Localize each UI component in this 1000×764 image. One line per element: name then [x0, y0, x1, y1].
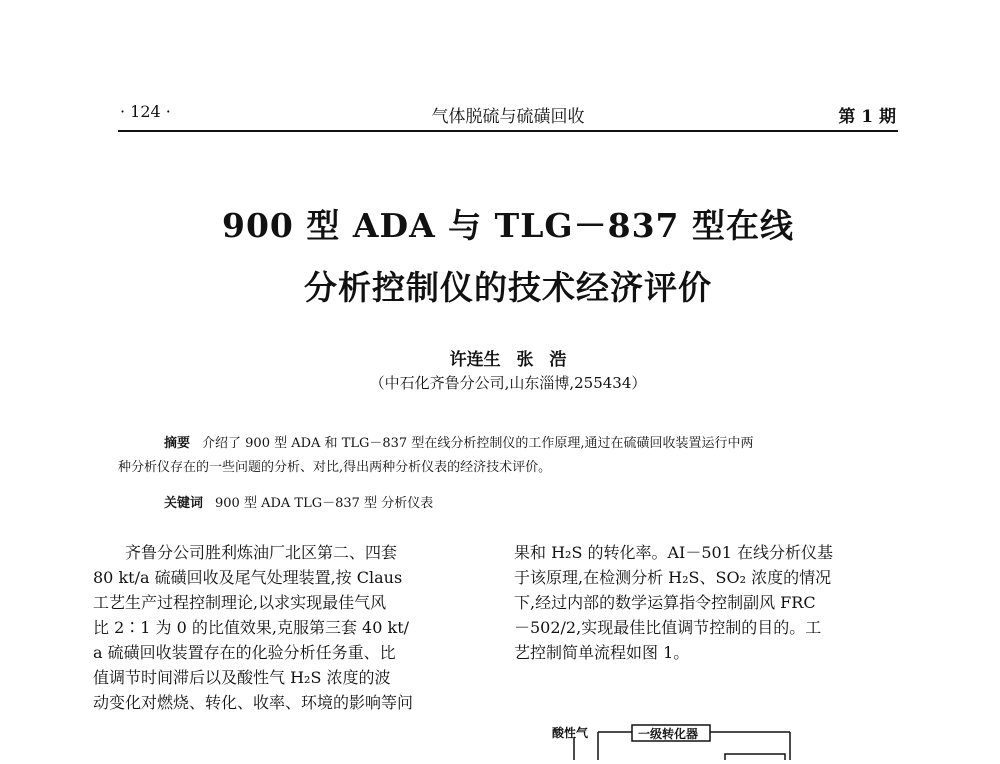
body-line: 值调节时间滞后以及酸性气 H₂S 浓度的波: [93, 668, 391, 687]
affiliation: （中石化齐鲁分公司,山东淄博,255434）: [369, 374, 647, 392]
body-line: 工艺生产过程控制理论,以求实现最佳气风: [93, 593, 387, 612]
article-title-line2: 分析控制仪的技术经济评价: [304, 268, 712, 307]
body-left-column: [93, 540, 483, 715]
lower-box: [725, 754, 785, 760]
body-line: －502/2,实现最佳比值调节控制的目的。工: [514, 618, 822, 637]
issue-number: 第 1 期: [838, 107, 896, 127]
body-line: 80 kt/a 硫磺回收及尾气处理装置,按 Claus: [93, 568, 403, 587]
abstract-line1: [118, 432, 888, 456]
abstract-text1: 介绍了 900 型 ADA 和 TLG－837 型在线分析控制仪的工作原理,通过在硫磺回收装置运行中两: [202, 436, 754, 451]
journal-title: 气体脱硫与硫磺回收: [431, 107, 585, 127]
running-header: [118, 100, 898, 132]
page-number: · 124 ·: [120, 102, 171, 121]
authors: 许连生 张 浩: [449, 350, 567, 370]
abstract: [118, 432, 888, 480]
abstract-label: 摘要: [164, 436, 191, 451]
keywords-label: 关键词: [164, 496, 204, 511]
acid-gas-label: 酸性气: [552, 726, 589, 740]
body-line: 比 2∶1 为 0 的比值效果,克服第三套 40 kt/: [93, 618, 410, 637]
body-line: a 硫磺回收装置存在的化验分析任务重、比: [93, 643, 396, 662]
body-line: 齐鲁分公司胜利炼油厂北区第二、四套: [125, 543, 398, 562]
keywords-text: 900 型 ADA TLG－837 型 分析仪表: [215, 496, 434, 511]
keywords: [164, 492, 433, 511]
process-flow-figure: [550, 724, 810, 760]
converter-label: 一级转化器: [638, 727, 699, 741]
body-line: 动变化对燃烧、转化、收率、环境的影响等问: [93, 693, 414, 712]
body-right-column: [514, 540, 902, 665]
body-line: 下,经过内部的数学运算指令控制副风 FRC: [514, 593, 816, 612]
article-title-line1: 900 型 ADA 与 TLG－837 型在线: [222, 206, 794, 245]
body-line: 果和 H₂S 的转化率。AI－501 在线分析仪基: [514, 543, 834, 562]
body-line: 艺控制简单流程如图 1。: [514, 643, 690, 662]
body-line: 于该原理,在检测分析 H₂S、SO₂ 浓度的情况: [514, 568, 832, 587]
abstract-line2: 种分析仪存在的一些问题的分析、对比,得出两种分析仪表的经济技术评价。: [118, 460, 552, 475]
